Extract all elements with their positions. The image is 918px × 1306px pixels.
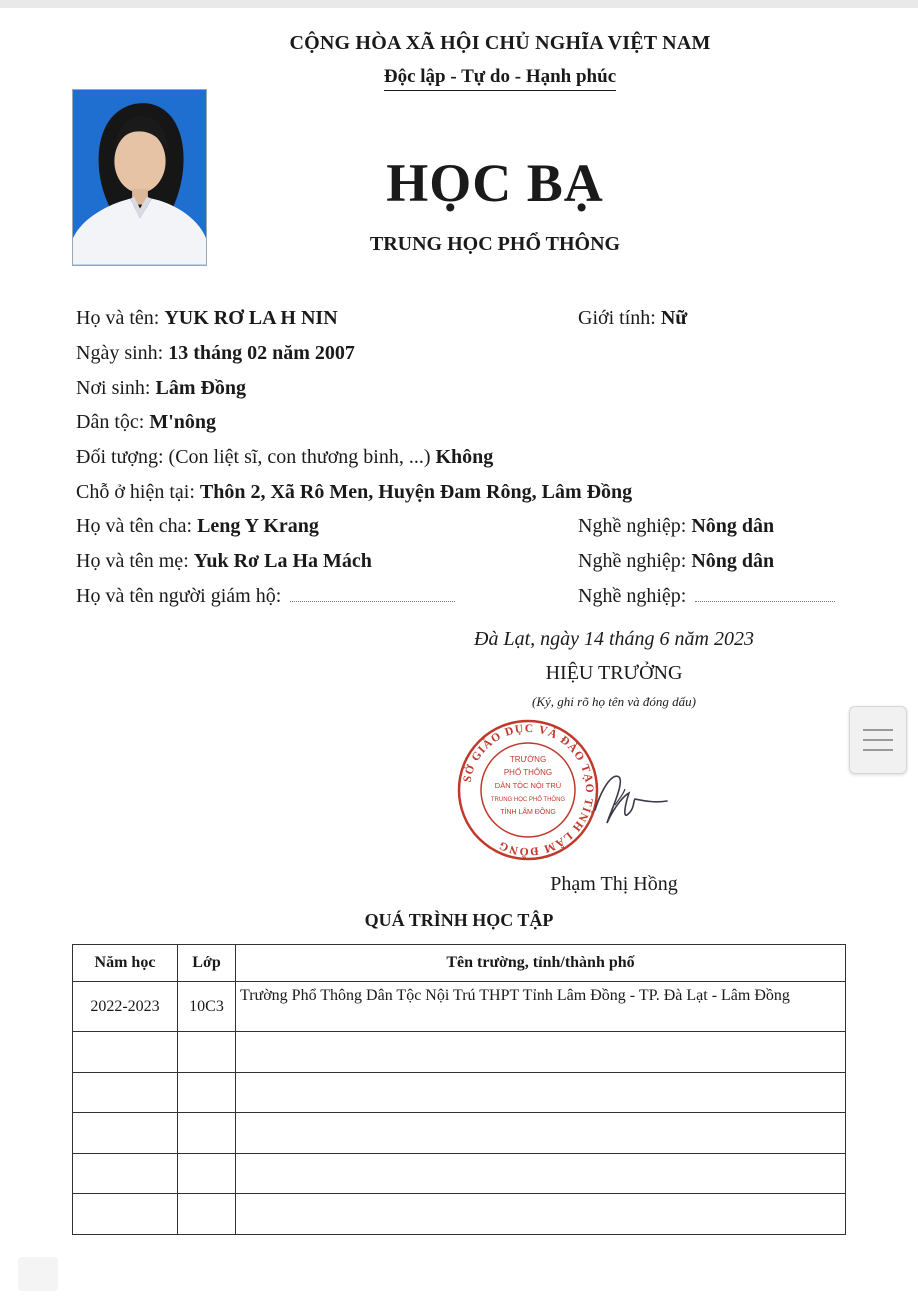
- birthplace-value: Lâm Đồng: [155, 377, 247, 399]
- cell-class: [178, 1032, 236, 1073]
- ethnicity-row: [76, 411, 216, 434]
- svg-text:SỞ GIÁO DỤC VÀ ĐÀO TẠO TỈNH LÂ: SỞ GIÁO DỤC VÀ ĐÀO TẠO TỈNH LÂM ĐỒNG: [461, 722, 596, 858]
- cell-class: [178, 1153, 236, 1194]
- mother-row: [76, 550, 372, 573]
- svg-text:DÂN TỘC NỘI TRÚ: DÂN TỘC NỘI TRÚ: [494, 781, 562, 790]
- hamburger-menu-icon-line: [863, 749, 893, 751]
- principal-title: HIỆU TRƯỞNG: [545, 662, 683, 684]
- principal-name: Phạm Thị Hồng: [550, 873, 678, 895]
- guardian-row: [76, 585, 455, 608]
- cell-school-year: [73, 1032, 178, 1073]
- address-value: Thôn 2, Xã Rô Men, Huyện Đam Rông, Lâm Đồng: [199, 481, 633, 503]
- school-seal-stamp: [456, 718, 600, 862]
- cell-school-year: [73, 1194, 178, 1235]
- dob-label: Ngày sinh:: [76, 342, 164, 364]
- mother-label: Họ và tên mẹ:: [76, 550, 189, 572]
- svg-text:TỈNH LÂM ĐỒNG: TỈNH LÂM ĐỒNG: [500, 809, 556, 816]
- address-row: [76, 481, 632, 504]
- table-row: [73, 1072, 846, 1113]
- cell-class: [178, 1194, 236, 1235]
- table-row: [73, 1194, 846, 1235]
- father-job-value: Nông dân: [691, 515, 775, 537]
- mother-job-label: Nghề nghiệp:: [578, 550, 687, 572]
- guardian-job-row: [578, 585, 835, 608]
- student-photo-image: [73, 90, 206, 265]
- cell-school-name: [236, 1032, 846, 1073]
- mother-job-row: [578, 550, 774, 573]
- student-name-value: YUK RƠ LA H NIN: [164, 307, 338, 329]
- address-label: Chỗ ở hiện tại:: [76, 481, 195, 503]
- table-header-row: [73, 945, 846, 982]
- cell-school-name: [236, 1194, 846, 1235]
- cell-class: [178, 1113, 236, 1154]
- father-value: Leng Y Krang: [197, 515, 319, 537]
- student-name-row: [76, 307, 338, 330]
- birthplace-label: Nơi sinh:: [76, 377, 151, 399]
- country-header: CỘNG HÒA XÃ HỘI CHỦ NGHĨA VIỆT NAM: [289, 32, 711, 54]
- cell-school-name: Trường Phổ Thông Dân Tộc Nội Trú THPT Tỉnh Lâm Đồng - TP. Đà Lạt - Lâm Đồng: [236, 982, 846, 1032]
- hamburger-menu-icon-line: [863, 739, 893, 741]
- cell-school-name: [236, 1072, 846, 1113]
- father-job-row: [578, 515, 774, 538]
- cell-school-year: [73, 1113, 178, 1154]
- ethnicity-label: Dân tộc:: [76, 411, 145, 433]
- table-row: [73, 1032, 846, 1073]
- hamburger-menu-icon: [863, 729, 893, 731]
- father-job-label: Nghề nghiệp:: [578, 515, 687, 537]
- birthplace-row: [76, 377, 246, 400]
- cell-school-year: [73, 1153, 178, 1194]
- cell-class: 10C3: [178, 982, 236, 1032]
- place-date: Đà Lạt, ngày 14 tháng 6 năm 2023: [474, 628, 754, 650]
- cell-class: [178, 1072, 236, 1113]
- guardian-blank: [290, 590, 455, 602]
- guardian-label: Họ và tên người giám hộ:: [76, 585, 282, 607]
- header-class: Lớp: [178, 945, 236, 982]
- motto-header: [180, 66, 820, 88]
- father-label: Họ và tên cha:: [76, 515, 193, 537]
- mother-job-value: Nông dân: [691, 550, 775, 572]
- gender-label: Giới tính:: [578, 307, 656, 329]
- document-subtitle: TRUNG HỌC PHỔ THÔNG: [369, 233, 621, 255]
- category-label: Đối tượng: (Con liệt sĩ, con thương binh, ...): [76, 446, 431, 468]
- father-row: [76, 515, 319, 538]
- table-row: [73, 1113, 846, 1154]
- history-section-title: QUÁ TRÌNH HỌC TẬP: [364, 910, 554, 930]
- header-school-name: Tên trường, tỉnh/thành phố: [236, 945, 846, 982]
- cell-school-name: [236, 1153, 846, 1194]
- guardian-job-label: Nghề nghiệp:: [578, 585, 687, 607]
- mother-value: Yuk Rơ La Ha Mách: [193, 550, 372, 572]
- guardian-job-blank: [695, 590, 835, 602]
- student-name-label: Họ và tên:: [76, 307, 160, 329]
- student-photo: [72, 89, 207, 266]
- cell-school-name: [236, 1113, 846, 1154]
- header-school-year: Năm học: [73, 945, 178, 982]
- svg-text:PHỔ THÔNG: PHỔ THÔNG: [503, 768, 553, 777]
- category-row: [76, 446, 493, 469]
- top-strip: [0, 0, 918, 8]
- motto-text: Độc lập - Tự do - Hạnh phúc: [384, 66, 616, 91]
- dob-value: 13 tháng 02 năm 2007: [168, 342, 355, 364]
- category-value: Không: [435, 446, 494, 468]
- sign-note: (Ký, ghi rõ họ tên và đóng dấu): [532, 694, 696, 709]
- hamburger-menu-button[interactable]: [849, 706, 907, 774]
- study-history-table: [72, 944, 846, 1235]
- dob-row: [76, 342, 355, 365]
- svg-text:TRƯỜNG: TRƯỜNG: [509, 755, 547, 764]
- gender-row: [578, 307, 687, 330]
- gender-value: Nữ: [660, 307, 688, 329]
- svg-text:TRUNG HỌC PHỔ THÔNG: TRUNG HỌC PHỔ THÔNG: [490, 797, 566, 803]
- ethnicity-value: M'nông: [149, 411, 216, 433]
- cell-school-year: [73, 1072, 178, 1113]
- table-row: [73, 982, 846, 1032]
- document-title: HỌC BẠ: [386, 153, 604, 213]
- table-row: [73, 1153, 846, 1194]
- corner-overlay: [18, 1257, 58, 1291]
- cell-school-year: 2022-2023: [73, 982, 178, 1032]
- principal-signature: [585, 765, 670, 835]
